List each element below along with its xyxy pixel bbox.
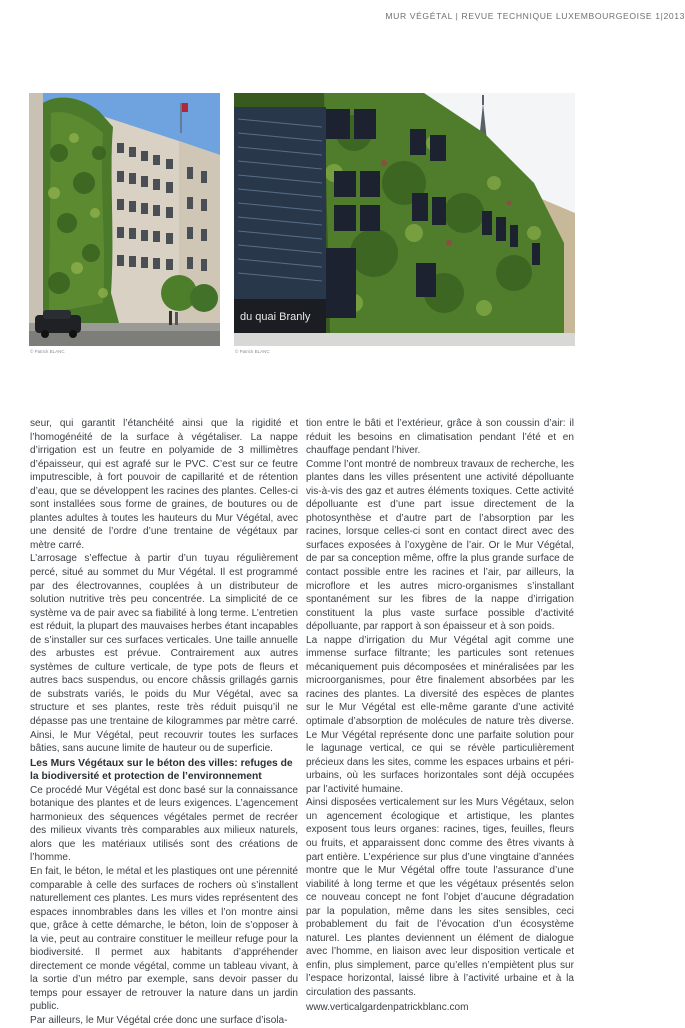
vertical-garden-photo-quai-branly [234,93,575,346]
article-paragraph: Ce procédé Mur Végétal est donc basé sur la connaissance botanique des plantes et de leurs exigences. L’agencement harmonieux des séquences végétales permet de recréer des milieux vivants très comparables aux milieux naturels, alors que les matériaux utilisés sont des créations de l’homme. [30,784,298,864]
article-column-left [30,417,298,1028]
section-heading: Les Murs Végétaux sur le béton des villes: refuges de la biodiversité et protection de l’environnement [30,757,293,782]
article-paragraph: seur, qui garantit l’étanchéité ainsi que la rigidité et l’homogénéité de la surface à végétaliser. La nappe d’irrigation est un feutre en polyamide de 3 millimètres d’épaisseur, qui est agrafé sur le PVC. C’est sur ce feutre imputrescible, à fort pouvoir de capillarité et de rétention d’eau, que se développent les racines des plantes. Celles-ci sont installées sous forme de graines, de boutures ou de plantes adultes à toutes les hauteurs du Mur Végétal, avec une densité de l’ordre d’une trentaine de végétaux par mètre carré. [30,418,298,551]
article-paragraph: tion entre le bâti et l’extérieur, grâce à son coussin d’air: il réduit les besoins en climatisation pendant l’été et en chauffage pendant l’hiver. [306,418,574,457]
article-column-right [306,417,574,1014]
photo-credit: © Patrick BLANC [235,349,270,354]
article-paragraph: Ainsi disposées verticalement sur les Murs Végétaux, selon un agencement écologique et artistique, les plantes exposent tous leurs organes: racines, tiges, feuilles, fleurs ou fruits, et apparaissent donc comme des êtres vivants à part entière. L’expérience sur plus d’une vingtaine d’années montre que le Mur Végétal offre toute l’assurance d’une viabilité à long terme et que les végétaux présentés selon ce nouveau concept ne font l’objet d’aucune dégradation par la population, même dans les sites sensibles, ceci probablement du fait de l’évocation d’un écosystème naturel. Les plantes deviennent un élément de dialogue avec l’homme, en liaison avec leur disposition verticale et enfin, plus simplement, parce qu’elles n’empiètent plus sur l’espace horizontal, laissé libre à l’activité urbaine et à la circulation des passants. [306,797,574,998]
website-link[interactable]: www.verticalgardenpatrickblanc.com [306,1001,469,1013]
running-head: MUR VÉGÉTAL | REVUE TECHNIQUE LUXEMBOURGEOISE 1|2013 [385,11,685,21]
article-paragraph: L’arrosage s’effectue à partir d’un tuyau régulièrement percé, situé au sommet du Mur Végétal. Il est programmé par des électrovannes, couplées à un distributeur de solution nutritive très peu concentrée. La simplicité de ce système va de pair avec sa fiabilité à long terme. L’entretien est réduit, la plupart des mauvaises herbes étant incapables de s’installer sur ces surfaces verticales. Une taille annuelle des arbustes est prévue. Contrairement aux autres systèmes de culture verticale, de type pots de fleurs et autres bacs suspendus, ou encore châssis grillagés garnis de substrats variés, le poids du Mur Végétal, avec sa structure et ses plantes, reste très réduit puisqu’il ne dépasse pas une trentaine de kilogrammes par mètre carré. Ainsi, le Mur Végétal, peut recouvrir toutes les surfaces bâties, sans aucune limite de hauteur ou de superficie. [30,553,298,755]
article-paragraph: La nappe d’irrigation du Mur Végétal agit comme une immense surface filtrante; les particules sont retenues mécaniquement puis décomposées et minéralisées par les microorganismes, pour être finalement absorbées par les racines des plantes. La diversité des espèces de plantes sur le Mur Végétal est elle-même garante d’une activité optimale d’absorption de molécules de nature très diverse. Le Mur Végétal représente donc une parfaite solution pour le lagunage vertical, ce qui se révèle particulièrement précieux dans les sites, comme les espaces urbains et péri-urbains, où les surfaces horizontales sont déjà occupées par l’activité humaine. [306,634,574,795]
photo-credit: © Patrick BLANC [30,349,65,354]
article-paragraph: Comme l’ont montré de nombreux travaux de recherche, les plantes dans les villes présentent une activité dépolluante vis-à-vis des gaz et autres éléments toxiques. Cette activité dépolluante est d’une part issue directement de la photosynthèse et d’autre part de l’absorption par les racines, lorsque celles-ci sont en contact direct avec des surfaces exposées à l’oxygène de l’air. Or le Mur Végétal, de par sa conception même, offre la plus grande surface de contact possible entre les racines et l’air, par ailleurs, la microflore et les autres micro-organismes s’installant spontanément sur les fibres de la nappe d’irrigation constituent la plus vaste surface possible d’activité dépolluante, par rapport à son épaisseur et à son poids. [306,458,574,633]
quai-branly-image [234,93,575,346]
article-paragraph: En fait, le béton, le métal et les plastiques ont une pérennité comparable à celle des surfaces de rochers où s’installent naturellement ces plantes. Les murs vides représentent des espaces innombrables dans les villes et l’on montre ainsi que, grâce à cette démarche, le béton, loin de s’opposer à la vie, peut au contraire constituer le meilleur refuge pour la biodiversité. Il permet aux habitants d’appréhender directement ce monde végétal, comme un tableau vivant, à la sortie d’un métro par exemple, sans devoir passer du temps pour essayer de retrouver la nature dans un jardin public. [30,865,298,1013]
quai-branly-sign: du quai Branly [240,311,311,323]
vertical-garden-hotel-image [29,93,220,346]
vertical-garden-photo-hotel [29,93,220,346]
article-paragraph: Par ailleurs, le Mur Végétal crée donc une surface d’isola- [30,1014,288,1026]
